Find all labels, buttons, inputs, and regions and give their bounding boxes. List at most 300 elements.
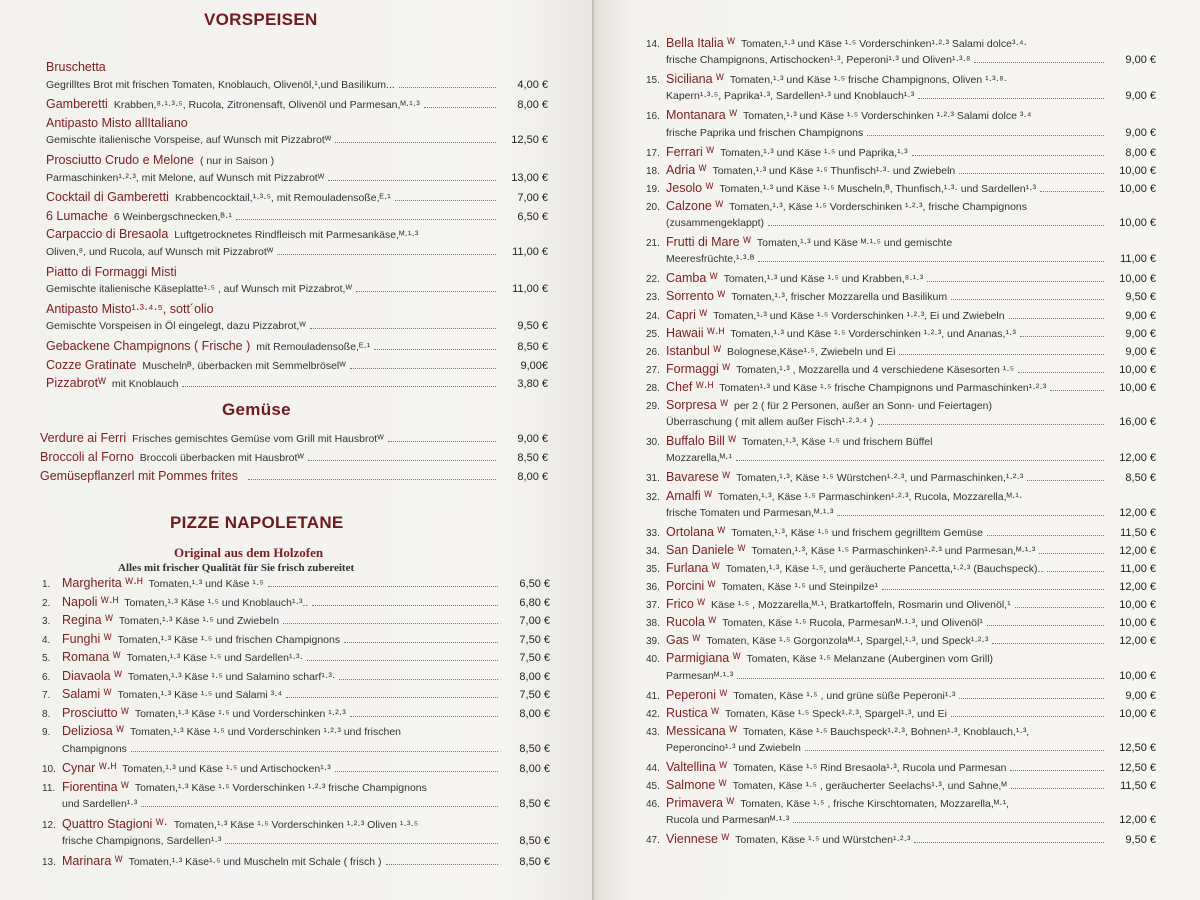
dot-leader [914, 842, 1104, 843]
dish-description: 6 Weinbergschnecken,ᴮ·¹ [113, 210, 232, 223]
menu-line [646, 651, 1156, 665]
dish-price: 9,00 € [1125, 90, 1156, 103]
dish-name: Regina ᵂ [62, 613, 113, 627]
menu-line [46, 79, 548, 91]
dish-name: Furlana ᵂ [666, 560, 720, 575]
dot-leader [927, 281, 1104, 282]
dot-leader [1011, 788, 1104, 789]
item-number: 22. [646, 274, 660, 286]
dot-leader [974, 62, 1104, 63]
dot-leader [1015, 607, 1104, 608]
menu-line [42, 687, 550, 701]
menu-line [42, 780, 550, 794]
dish-description: per 2 ( für 2 Personen, außer an Sonn- und Feiertagen) [733, 400, 992, 412]
item-number: 17. [646, 147, 660, 159]
dish-price: 9,00 € [1125, 327, 1156, 340]
dot-leader [912, 155, 1104, 156]
dish-price: 10,00 € [1119, 164, 1156, 177]
dish-description: Broccoli überbacken mit Hausbrotᵂ [139, 452, 304, 464]
dish-name: Ferrari ᵂ [666, 144, 715, 159]
menu-line [646, 54, 1156, 66]
dish-name: Margherita ᵂ·ᴴ [62, 576, 143, 590]
menu-line [42, 817, 550, 831]
dot-leader [793, 822, 1104, 823]
menu-left-page [0, 0, 594, 900]
dish-description: und Sardellen¹·³ [62, 798, 138, 810]
item-number: 11. [42, 782, 56, 794]
item-number: 2. [42, 597, 51, 609]
dish-name: Diavaola ᵂ [62, 668, 122, 683]
item-number: 41. [646, 690, 660, 702]
dot-leader [737, 678, 1104, 679]
dish-description: Meeresfrüchte,¹·³·ᴮ [666, 253, 755, 266]
dot-leader [307, 660, 498, 661]
dish-name: Rucola ᵂ [666, 615, 717, 630]
dish-description: Tomaten,¹·³ Käse ¹·⁵ und Knoblauch¹·³.. [124, 596, 309, 609]
menu-line [646, 688, 1156, 702]
item-number: 46. [646, 799, 660, 811]
dish-description: Kapern¹·³·⁵, Paprika¹·³, Sardellen¹·³ und Knoblauch¹·³ [666, 90, 915, 103]
menu-line [646, 344, 1156, 358]
vorspeisen-title: VORSPEISEN [204, 10, 318, 29]
dish-description: Tomaten,¹·³ Käse¹·⁵ und Muscheln mit Schale ( frisch ) [128, 855, 382, 868]
menu-line [46, 246, 548, 258]
menu-line [46, 376, 548, 390]
dish-price: 8,50 € [1125, 472, 1156, 485]
menu-line [646, 289, 1156, 303]
menu-line [646, 507, 1156, 519]
menu-line [42, 576, 550, 590]
item-number: 25. [646, 328, 660, 340]
item-number: 31. [646, 473, 660, 485]
menu-line [42, 743, 550, 755]
dish-price: 10,00 € [1119, 617, 1156, 630]
dot-leader [959, 698, 1104, 699]
dot-leader [395, 200, 496, 201]
menu-line [646, 380, 1156, 394]
dish-name: Istanbul ᵂ [666, 343, 722, 358]
item-number: 3. [42, 616, 51, 627]
item-number: 4. [42, 634, 51, 646]
item-number: 33. [646, 527, 660, 539]
item-number: 21. [646, 238, 660, 250]
dish-description: Tomaten,¹·³ Käse ¹·⁵ und Salami ³·⁴ [117, 689, 283, 701]
dish-description: Tomaten, Käse ¹·⁵ Melanzane (Auberginen vom Grill) [746, 653, 994, 666]
dish-price: 8,50 € [517, 341, 548, 353]
dish-description: Tomaten, Käse ¹·⁵ Rucola, Parmesanᴹ·¹·³, und Olivenöl¹ [722, 617, 983, 630]
dish-name: Napoli ᵂ·ᴴ [62, 594, 119, 609]
dish-name: Capri ᵂ [666, 307, 708, 322]
dot-leader [310, 328, 496, 329]
dish-price: 8,50 € [519, 798, 550, 810]
dish-price: 9,00 € [1125, 309, 1156, 322]
item-number: 1. [42, 579, 51, 590]
dish-description: Tomaten,¹·³ Käse ¹·⁵ und Vorderschinken ¹·²·³ [134, 707, 346, 720]
dish-name: Frico ᵂ [666, 597, 706, 612]
menu-line [42, 632, 550, 646]
menu-line [46, 320, 548, 332]
dish-name: 6 Lumache [46, 208, 108, 223]
dish-description: (zusammengeklappt) [666, 217, 765, 229]
dot-leader [386, 864, 498, 865]
dish-description: Tomaten,¹·³ und Käse ¹·⁵ und Artischocken¹·³ [122, 763, 331, 775]
dish-description: Tomaten, Käse ¹·⁵ , geräucherter Seelachs¹·³, und Sahne,ᴹ [732, 780, 1007, 793]
menu-line [646, 308, 1156, 322]
dish-name: Porcini ᵂ [666, 579, 716, 593]
dish-price: 11,50 € [1120, 526, 1156, 539]
menu-line [646, 633, 1156, 647]
pizze-subtitle: Original aus dem Holzofen [174, 545, 324, 560]
dish-description: Tomaten,¹·³ und Käse ¹·⁵ Vorderschinken ¹·²·³, Ei und Zwiebeln [713, 309, 1005, 322]
item-number: 38. [646, 618, 660, 630]
dish-description: Tomaten, Käse ¹·⁵ , und grüne süße Peperoni¹·³ [733, 689, 956, 702]
dish-price: 9,50 € [1125, 834, 1156, 847]
dish-name: Broccoli al Forno [40, 450, 134, 464]
dish-description: Tomaten,¹·³ Käse ¹·⁵ und Salamino scharf¹·³· [127, 670, 336, 683]
menu-line [646, 416, 1156, 428]
dish-description: Tomaten, Käse ¹·⁵ Rind Bresaola¹·³, Rucola und Parmesan [733, 762, 1007, 774]
dish-name: Messicana ᵂ [666, 723, 738, 738]
menu-line [646, 543, 1156, 557]
menu-line [646, 814, 1156, 826]
dish-price: 3,80 € [517, 378, 548, 391]
dish-price: 12,00 € [1119, 506, 1156, 519]
dish-price: 7,50 € [519, 652, 550, 664]
item-number: 6. [42, 671, 51, 683]
dish-description: Peperoncino¹·³ und Zwiebeln [666, 741, 801, 754]
dish-price: 9,00 € [1125, 54, 1156, 67]
dish-description: Tomaten,¹·³, Käse ¹·⁵ Parmaschinken¹·²·³, Rucola, Mozzarella,ᴹ·¹· [717, 490, 1023, 503]
dot-leader [987, 535, 1104, 536]
dish-description: Tomaten,¹·³ und Käse ¹·⁵ und Krabben,⁸·¹·³ [723, 273, 924, 286]
menu-line [646, 489, 1156, 503]
dish-name: Peperoni ᵂ [666, 687, 728, 702]
dot-leader [736, 460, 1104, 461]
dish-name: Pizzabrotᵂ [46, 376, 106, 391]
dish-price: 7,00 € [519, 615, 550, 627]
dish-description: Tomaten,¹·³ und Käse ¹·⁵ Muscheln,ᴮ, Thunfisch,¹·³· und Sardellen¹·³ [719, 182, 1037, 195]
dot-leader [286, 697, 498, 698]
menu-line [46, 302, 548, 316]
dot-leader [277, 254, 496, 255]
dot-leader [992, 643, 1104, 644]
dish-description: Parmesanᴹ·¹·³ [666, 669, 734, 682]
dish-name: Funghi ᵂ [62, 631, 112, 646]
menu-line [646, 253, 1156, 265]
dish-price: 12,50 € [1119, 741, 1156, 754]
menu-right-page [598, 0, 1200, 900]
dish-description: Tomaten, Käse ¹·⁵ Gorgonzolaᴹ·¹, Spargel,¹·³, und Speck¹·²·³ [706, 635, 989, 648]
menu-line [646, 615, 1156, 629]
menu-line [646, 434, 1156, 448]
menu-line [646, 832, 1156, 846]
dish-price: 10,00 € [1119, 707, 1156, 720]
dot-leader [350, 716, 498, 717]
menu-line [42, 724, 550, 738]
dish-name: Cocktail di Gamberetti [46, 190, 169, 205]
dish-price: 4,00 € [517, 78, 548, 91]
dish-price: 9,00 € [1125, 126, 1156, 139]
dish-name: Viennese ᵂ [666, 832, 730, 847]
dish-price: 12,50 € [511, 134, 548, 147]
item-number: 39. [646, 636, 660, 648]
menu-line [46, 172, 548, 184]
dish-description: Tomaten,¹·³ Käse ¹·⁵ und frischen Champignons [117, 633, 341, 646]
item-number: 18. [646, 165, 660, 177]
dot-leader [1050, 390, 1104, 391]
item-number: 15. [646, 75, 660, 87]
dish-description: Tomaten,¹·³, Käse ¹·⁵ Parmaschinken¹·²·³ und Parmesan,ᴹ·¹·³ [751, 544, 1036, 557]
menu-line [46, 60, 548, 74]
menu-line [46, 227, 548, 241]
menu-line [646, 579, 1156, 593]
dot-leader [388, 441, 496, 442]
menu-line [46, 134, 548, 146]
menu-line [646, 235, 1156, 249]
menu-line [42, 854, 550, 868]
dot-leader [768, 225, 1104, 226]
dish-name: Formaggi ᵂ [666, 361, 731, 376]
dish-name: Valtellina ᵂ [666, 760, 728, 774]
dish-description: Bolognese,Käse¹·⁵, Zwiebeln und Ei [727, 345, 896, 358]
dish-description: Parmaschinken¹·²·³, mit Melone, auf Wunsch mit Pizzabrotᵂ [46, 171, 325, 184]
item-number: 26. [646, 346, 660, 358]
menu-line [646, 796, 1156, 810]
dish-name: Prosciutto ᵂ [62, 705, 129, 720]
menu-line [646, 742, 1156, 754]
dish-description: Tomaten,¹·³ und Käse ᴹ·¹·⁵ und gemischte [756, 237, 953, 250]
dot-leader [758, 261, 1104, 262]
dish-name: Adria ᵂ [666, 162, 707, 177]
item-number: 24. [646, 310, 660, 322]
menu-line [646, 72, 1156, 86]
dish-price: 10,00 € [1119, 273, 1156, 286]
dish-name: Bruschetta [46, 60, 106, 74]
dish-name: Bella Italia ᵂ [666, 36, 735, 50]
dish-price: 8,50 € [519, 742, 550, 755]
item-number: 16. [646, 111, 660, 123]
menu-line [646, 108, 1156, 122]
dish-name: San Daniele ᵂ [666, 542, 746, 557]
menu-line [40, 450, 548, 464]
dot-leader [951, 716, 1104, 717]
pizze-title: PIZZE NAPOLETANE [170, 513, 344, 532]
dish-price: 10,00 € [1119, 217, 1156, 229]
dot-leader [1018, 372, 1104, 373]
item-number: 14. [646, 39, 660, 50]
dish-price: 12,00 € [1119, 581, 1156, 593]
menu-line [646, 670, 1156, 682]
dish-description: Champignons [62, 742, 127, 755]
dish-name: Salmone ᵂ [666, 778, 727, 793]
menu-line [646, 271, 1156, 285]
menu-line [646, 561, 1156, 575]
dot-leader [350, 368, 496, 369]
dish-description: Krabbencocktail,¹·³·⁵, mit Remouladensoße,ᴱ·¹ [174, 192, 391, 205]
dot-leader [399, 87, 496, 88]
dish-name: Montanara ᵂ [666, 108, 738, 123]
dish-price: 10,00 € [1119, 669, 1156, 682]
menu-line [646, 181, 1156, 195]
item-number: 8. [42, 708, 51, 720]
dish-description: Krabben,⁸·¹·³·⁵, Rucola, Zitronensaft, Olivenöl und Parmesan,ᴹ·¹·³ [113, 99, 420, 112]
dot-leader [918, 98, 1104, 99]
item-number: 19. [646, 183, 660, 195]
menu-line [42, 595, 550, 609]
dish-price: 12,50 € [1119, 762, 1156, 774]
dish-description: mit Remouladensoße,ᴱ·¹ [256, 341, 371, 353]
item-number: 20. [646, 201, 660, 213]
dish-price: 8,00 € [1125, 146, 1156, 159]
dish-description: Tomaten,¹·³ und Käse ¹·⁵ Vorderschinken ¹·²·³ Salami dolce ³·⁴ [743, 110, 1032, 123]
dish-description: Gemischte italienische Käseplatte¹·⁵ , auf Wunsch mit Pizzabrot,ᵂ [46, 283, 352, 296]
dish-name: Cynar ᵂ·ᴴ [62, 761, 117, 775]
item-number: 10. [42, 764, 56, 775]
dish-description: Tomaten,¹·³, Käse ¹·⁵ und frischem Büffel [742, 436, 933, 449]
dot-leader [899, 354, 1104, 355]
dish-price: 11,00 € [1120, 253, 1156, 266]
item-number: 5. [42, 653, 51, 664]
dish-name: Gebackene Champignons ( Frische ) [46, 339, 251, 353]
dish-price: 11,00 € [512, 283, 548, 296]
menu-line [42, 835, 550, 847]
dish-price: 9,00 € [1125, 689, 1156, 702]
dish-price: 10,00 € [1119, 381, 1156, 394]
item-number: 28. [646, 382, 660, 394]
dot-leader [1010, 770, 1104, 771]
menu-line [646, 724, 1156, 738]
dish-name: Chef ᵂ·ᴴ [666, 379, 714, 394]
dot-leader [335, 142, 496, 143]
dot-leader [344, 642, 498, 643]
dot-leader [805, 750, 1104, 751]
menu-line [46, 339, 548, 353]
menu-line [646, 452, 1156, 464]
menu-line [46, 265, 548, 279]
menu-line [40, 469, 548, 483]
dish-price: 10,00 € [1119, 599, 1156, 612]
dish-price: 9,50 € [1125, 291, 1156, 304]
menu-line [646, 145, 1156, 159]
dot-leader [374, 349, 496, 350]
dot-leader [328, 180, 496, 181]
dish-price: 13,00 € [511, 171, 548, 184]
dish-price: 12,00 € [1119, 544, 1156, 557]
dish-price: 9,50 € [517, 320, 548, 333]
dish-description: Tomaten,¹·³ und Käse ¹·⁵ Vorderschinken¹·²·³ Salami dolce³·⁴· [740, 38, 1027, 50]
dish-name: Calzone ᵂ [666, 198, 724, 213]
dot-leader [131, 751, 498, 752]
dish-description: Tomaten,¹·³ Käse ¹·⁵ Vorderschinken ¹·²·³ Oliven ¹·³·⁵ [173, 818, 419, 831]
dish-description: Tomaten,¹·³ und Käse ¹·⁵ Thunfisch¹·³· und Zwiebeln [712, 164, 956, 177]
dish-description: frische Tomaten und Parmesan,ᴹ·¹·³ [666, 506, 834, 519]
dish-name: Gemüsepflanzerl mit Pommes frites [40, 469, 238, 483]
dish-description: Luftgetrocknetes Rindfleisch mit Parmesankäse,ᴹ·¹·³ [174, 229, 419, 242]
dot-leader [225, 843, 498, 844]
dish-name: Prosciutto Crudo e Melone [46, 153, 194, 167]
dot-leader [959, 173, 1104, 174]
dot-leader [1039, 553, 1104, 554]
dish-description: Gemischte Vorspeisen in Öl eingelegt, dazu Pizzabrot,ᵂ [46, 320, 306, 333]
item-number: 42. [646, 708, 660, 720]
dot-leader [312, 605, 498, 606]
dish-description: mit Knoblauch [111, 378, 179, 391]
dish-name: Cozze Gratinate [46, 357, 137, 372]
item-number: 12. [42, 819, 56, 831]
dot-leader [1040, 191, 1104, 192]
dish-price: 8,00 € [517, 471, 548, 483]
menu-line [646, 398, 1156, 412]
dish-price: 6,50 € [519, 578, 550, 590]
dot-leader [1009, 318, 1104, 319]
dot-leader [1027, 480, 1104, 481]
dish-description: Käse ¹·⁵ , Mozzarella,ᴹ·¹, Bratkartoffeln, Rosmarin und Olivenöl,¹ [711, 599, 1011, 612]
dot-leader [356, 291, 496, 292]
menu-line [646, 760, 1156, 774]
menu-line [42, 613, 550, 627]
dish-description: Muschelnᴮ, überbacken mit Semmelbröselᵂ [142, 359, 346, 372]
menu-line [646, 90, 1156, 102]
menu-line [40, 431, 548, 445]
dish-description: Tomaten, Käse ¹·⁵ Bauchspeck¹·²·³, Bohnen¹·³, Knoblauch,¹·³, [743, 725, 1030, 738]
dish-description: Tomaten, Käse ¹·⁵ , frische Kirschtomaten, Mozzarella,ᴹ·¹, [740, 798, 1010, 811]
dot-leader [182, 386, 496, 387]
dish-price: 11,00 € [512, 246, 548, 258]
dot-leader [236, 219, 496, 220]
dish-price: 8,00 € [519, 670, 550, 683]
dish-name: Deliziosa ᵂ [62, 724, 124, 738]
menu-line [46, 358, 548, 372]
dot-leader [283, 623, 498, 624]
dot-leader [878, 424, 1104, 425]
dish-price: 10,00 € [1119, 363, 1156, 376]
menu-line [646, 470, 1156, 484]
dot-leader [987, 625, 1104, 626]
dish-description: Gemischte italienische Vorspeise, auf Wunsch mit Pizzabrotᵂ [46, 134, 332, 147]
dish-description: Tomaten,¹·³ und Käse ¹·⁵ und Paprika,¹·³ [720, 146, 908, 159]
dot-leader [1020, 336, 1104, 337]
dish-name: Primavera ᵂ [666, 796, 735, 811]
dish-price: 6,50 € [517, 210, 548, 223]
item-number: 9. [42, 727, 51, 738]
dish-name: Fiorentina ᵂ [62, 779, 129, 794]
dish-price: 7,50 € [519, 633, 550, 646]
dot-leader [951, 299, 1104, 300]
dish-description: Tomaten,¹·³, Käse ¹·⁵ Würstchen¹·²·³, und Parmaschinken,¹·²·³ [736, 472, 1024, 485]
menu-line [42, 798, 550, 810]
dish-description: Tomaten,¹·³ Käse ¹·⁵ und Sardellen¹·³· [126, 652, 304, 664]
menu-line [46, 190, 548, 204]
dot-leader [141, 806, 498, 807]
dish-name: Marinara ᵂ [62, 853, 123, 868]
dish-price: 7,50 € [519, 689, 550, 701]
dish-price: 6,80 € [519, 596, 550, 609]
menu-line [42, 761, 550, 775]
dish-description: ( nur in Saison ) [200, 155, 275, 167]
dish-price: 8,00 € [519, 763, 550, 775]
menu-line [646, 199, 1156, 213]
dish-price: 12,00 € [1119, 635, 1156, 648]
dish-price: 9,00 € [1125, 345, 1156, 358]
dish-price: 10,00 € [1119, 182, 1156, 195]
dish-price: 12,00 € [1119, 452, 1156, 465]
item-number: 30. [646, 437, 660, 449]
pizze-subtitle-2: Alles mit frischer Qualität für Sie frisch zubereitet [118, 562, 355, 574]
dish-name: Romana ᵂ [62, 650, 121, 664]
item-number: 23. [646, 292, 660, 304]
dish-name: Amalfi ᵂ [666, 488, 712, 503]
gemuese-title: Gemüse [222, 400, 291, 419]
